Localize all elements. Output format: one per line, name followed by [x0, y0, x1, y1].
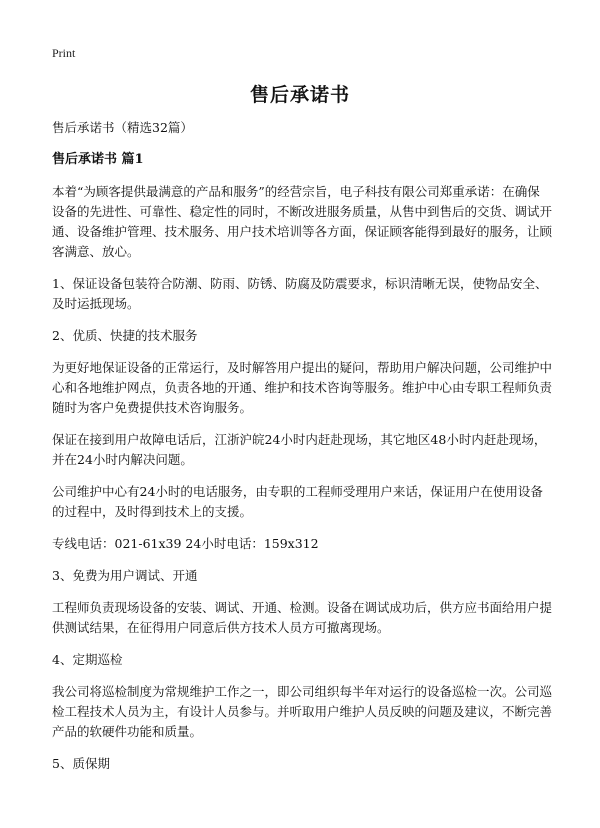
- page-title: 售后承诺书: [249, 84, 350, 106]
- print-link[interactable]: Print: [52, 46, 76, 60]
- paragraph: 4、定期巡检: [52, 652, 123, 667]
- paragraph: 工程师负责现场设备的安装、调试、开通、检测。设备在调试成功后，供方应书面给用户提供测试结果，在征得用户同意后供方技术人员方可撤离现场。: [52, 600, 553, 635]
- paragraph: 为更好地保证设备的正常运行，及时解答用户提出的疑问，帮助用户解决问题，公司维护中心和各地维护网点，负责各地的开通、维护和技术咨询等服务。维护中心由专职工程师负责随时为客户免费提供技术咨询服务。: [52, 360, 553, 415]
- paragraph: 5、质保期: [52, 756, 110, 771]
- paragraph: 公司维护中心有24小时的电话服务，由专职的工程师受理用户来话，保证用户在使用设备的过程中，及时得到技术上的支援。: [52, 484, 543, 519]
- document-body: [52, 118, 552, 786]
- paragraph: 2、优质、快捷的技术服务: [52, 328, 198, 343]
- document-subtitle: 售后承诺书（精选32篇）: [52, 120, 193, 135]
- paragraph: 专线电话：021-61x39 24小时电话：159x312: [52, 536, 319, 551]
- paragraph: 1、保证设备包装符合防潮、防雨、防锈、防腐及防震要求，标识清晰无误，使物品安全、及时运抵现场。: [52, 276, 548, 311]
- paragraph: 我公司将巡检制度为常规维护工作之一，即公司组织每半年对运行的设备巡检一次。公司巡检工程技术人员为主，有设计人员参与。并听取用户维护人员反映的问题及建议，不断完善产品的软硬件功能和质量。: [52, 684, 553, 739]
- paragraph: 3、免费为用户调试、开通: [52, 568, 198, 583]
- paragraph: 保证在接到用户故障电话后，江浙沪皖24小时内赶赴现场，其它地区48小时内赶赴现场，并在24小时内解决问题。: [52, 432, 547, 467]
- paragraph: 本着“为顾客提供最满意的产品和服务”的经营宗旨，电子科技有限公司郑重承诺：在确保设备的先进性、可靠性、稳定性的同时，不断改进服务质量，从售中到售后的交货、调试开通、设备维护管理、技术服务、用户技术培训等各方面，保证顾客能得到最好的服务，让顾客满意、放心。: [52, 184, 553, 259]
- section-heading: 售后承诺书 篇1: [52, 152, 144, 167]
